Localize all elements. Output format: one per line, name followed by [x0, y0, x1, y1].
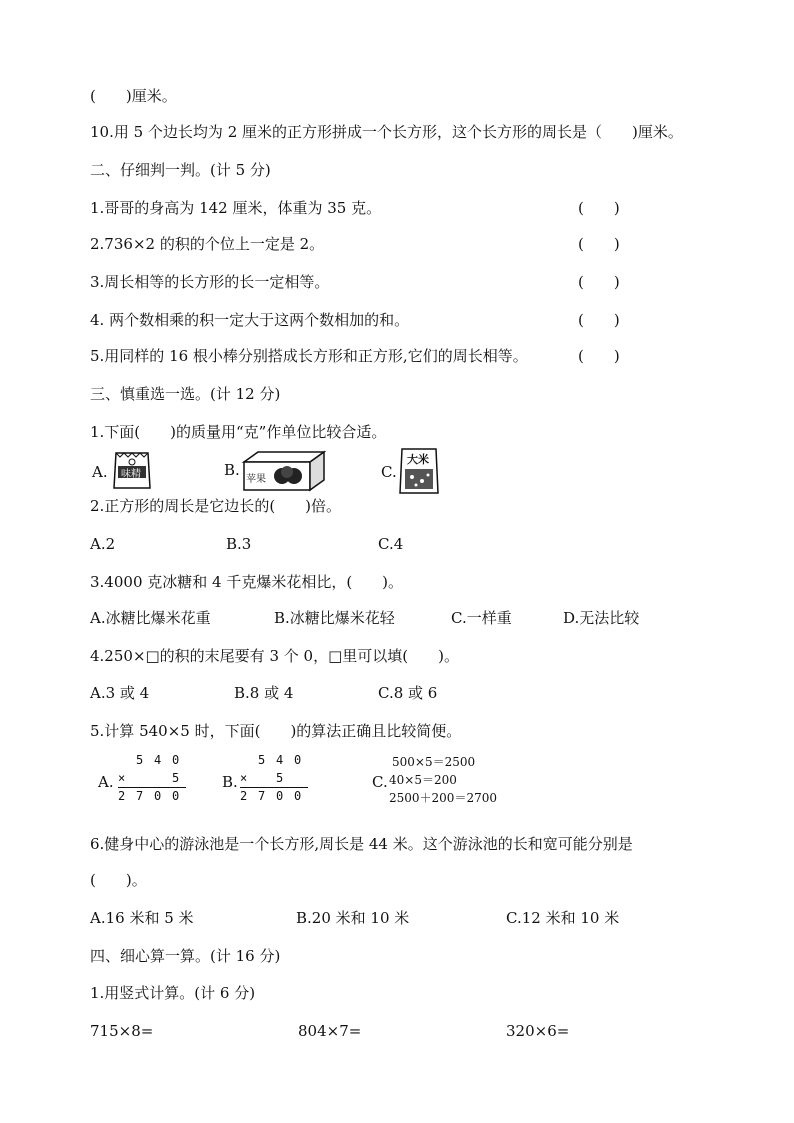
- q4-option-c[interactable]: C.8 或 6: [378, 684, 438, 702]
- judge-mark-2[interactable]: ( ): [578, 235, 620, 253]
- q4-option-a[interactable]: A.3 或 4: [90, 684, 150, 702]
- digit: 2: [240, 789, 248, 803]
- blank-line-cm: ( )厘米。: [90, 87, 177, 105]
- judge-item-1: 1.哥哥的身高为 142 厘米，体重为 35 克。: [90, 199, 382, 217]
- rice-bag-picture: [398, 445, 440, 495]
- q6-option-b[interactable]: B.20 米和 10 米: [296, 909, 410, 927]
- q3-option-a[interactable]: A.冰糖比爆米花重: [90, 609, 211, 627]
- choice-q4: 4.250×□的积的末尾要有 3 个 0，□里可以填( )。: [90, 647, 459, 665]
- choice-q5: 5.计算 540×5 时，下面( )的算法正确且比较简便。: [90, 722, 462, 740]
- calc-expr-2: 804×7=: [298, 1022, 362, 1040]
- option-c-label[interactable]: C.: [381, 463, 397, 481]
- digit: 7: [136, 789, 144, 803]
- digit: 0: [154, 789, 162, 803]
- option-b-label[interactable]: B.: [224, 461, 240, 479]
- judge-item-2: 2.736×2 的积的个位上一定是 2。: [90, 235, 325, 253]
- q5-option-a[interactable]: A.: [98, 773, 114, 791]
- q6-blank[interactable]: ( )。: [90, 871, 147, 889]
- digit: 5: [276, 771, 284, 785]
- q2-option-a[interactable]: A.2: [90, 535, 116, 553]
- judge-mark-4[interactable]: ( ): [578, 311, 620, 329]
- apple-label: 苹果: [246, 474, 266, 485]
- choice-q6: 6.健身中心的游泳池是一个长方形,周长是 44 米。这个游泳池的长和宽可能分别是: [90, 835, 633, 853]
- section-2-title: 二、仔细判一判。(计 5 分): [90, 161, 271, 179]
- rice-label: 大米: [407, 453, 429, 466]
- question-10: 10.用 5 个边长均为 2 厘米的正方形拼成一个长方形，这个长方形的周长是（ )厘米。: [90, 123, 683, 141]
- q3-option-b[interactable]: B.冰糖比爆米花轻: [274, 609, 395, 627]
- judge-item-5: 5.用同样的 16 根小棒分别搭成长方形和正方形,它们的周长相等。: [90, 347, 528, 365]
- q3-option-d[interactable]: D.无法比较: [563, 609, 640, 627]
- msg-package-picture: [112, 450, 154, 490]
- judge-item-4: 4. 两个数相乘的积一定大于这两个数相加的和。: [90, 311, 410, 329]
- times-sign: ×: [240, 771, 248, 785]
- q2-option-c[interactable]: C.4: [378, 535, 404, 553]
- section-4-title: 四、细心算一算。(计 16 分): [90, 947, 281, 965]
- q5-option-b[interactable]: B.: [222, 773, 238, 791]
- times-sign: ×: [118, 771, 126, 785]
- apple-box-picture: [240, 448, 326, 492]
- calc-expr-3: 320×6=: [506, 1022, 570, 1040]
- judge-mark-3[interactable]: ( ): [578, 273, 620, 291]
- q6-option-a[interactable]: A.16 米和 5 米: [90, 909, 194, 927]
- digit: 0: [294, 789, 302, 803]
- digit: 4: [154, 753, 162, 767]
- choice-q3: 3.4000 克冰糖和 4 千克爆米花相比，( )。: [90, 573, 404, 591]
- digit: 7: [258, 789, 266, 803]
- q5-c-calc-line-3: 2500＋200＝2700: [389, 791, 497, 805]
- q5-a-vertical-calc: [118, 752, 190, 804]
- digit: 5: [258, 753, 266, 767]
- judge-item-3: 3.周长相等的长方形的长一定相等。: [90, 273, 330, 291]
- digit: 0: [294, 753, 302, 767]
- vertical-calc-instruction: 1.用竖式计算。(计 6 分): [90, 984, 256, 1002]
- q2-option-b[interactable]: B.3: [226, 535, 252, 553]
- msg-label: 味精: [121, 469, 141, 480]
- judge-mark-1[interactable]: ( ): [578, 199, 620, 217]
- q5-option-c[interactable]: C.: [372, 773, 388, 791]
- q5-b-vertical-calc: [240, 752, 312, 804]
- digit: 5: [136, 753, 144, 767]
- judge-mark-5[interactable]: ( ): [578, 347, 620, 365]
- digit: 2: [118, 789, 126, 803]
- digit: 0: [276, 789, 284, 803]
- calc-expr-1: 715×8=: [90, 1022, 154, 1040]
- digit: 4: [276, 753, 284, 767]
- option-a-label[interactable]: A.: [92, 463, 108, 481]
- q3-option-c[interactable]: C.一样重: [451, 609, 512, 627]
- digit: 5: [172, 771, 180, 785]
- q4-option-b[interactable]: B.8 或 4: [234, 684, 294, 702]
- q5-c-calc-line-2: 40×5＝200: [389, 773, 457, 787]
- section-3-title: 三、慎重选一选。(计 12 分): [90, 385, 281, 403]
- q5-c-calc-line-1: 500×5＝2500: [392, 755, 476, 769]
- q6-option-c[interactable]: C.12 米和 10 米: [506, 909, 620, 927]
- digit: 0: [172, 789, 180, 803]
- digit: 0: [172, 753, 180, 767]
- choice-q1: 1.下面( )的质量用“克”作单位比较合适。: [90, 423, 387, 441]
- choice-q2: 2.正方形的周长是它边长的( )倍。: [90, 497, 342, 515]
